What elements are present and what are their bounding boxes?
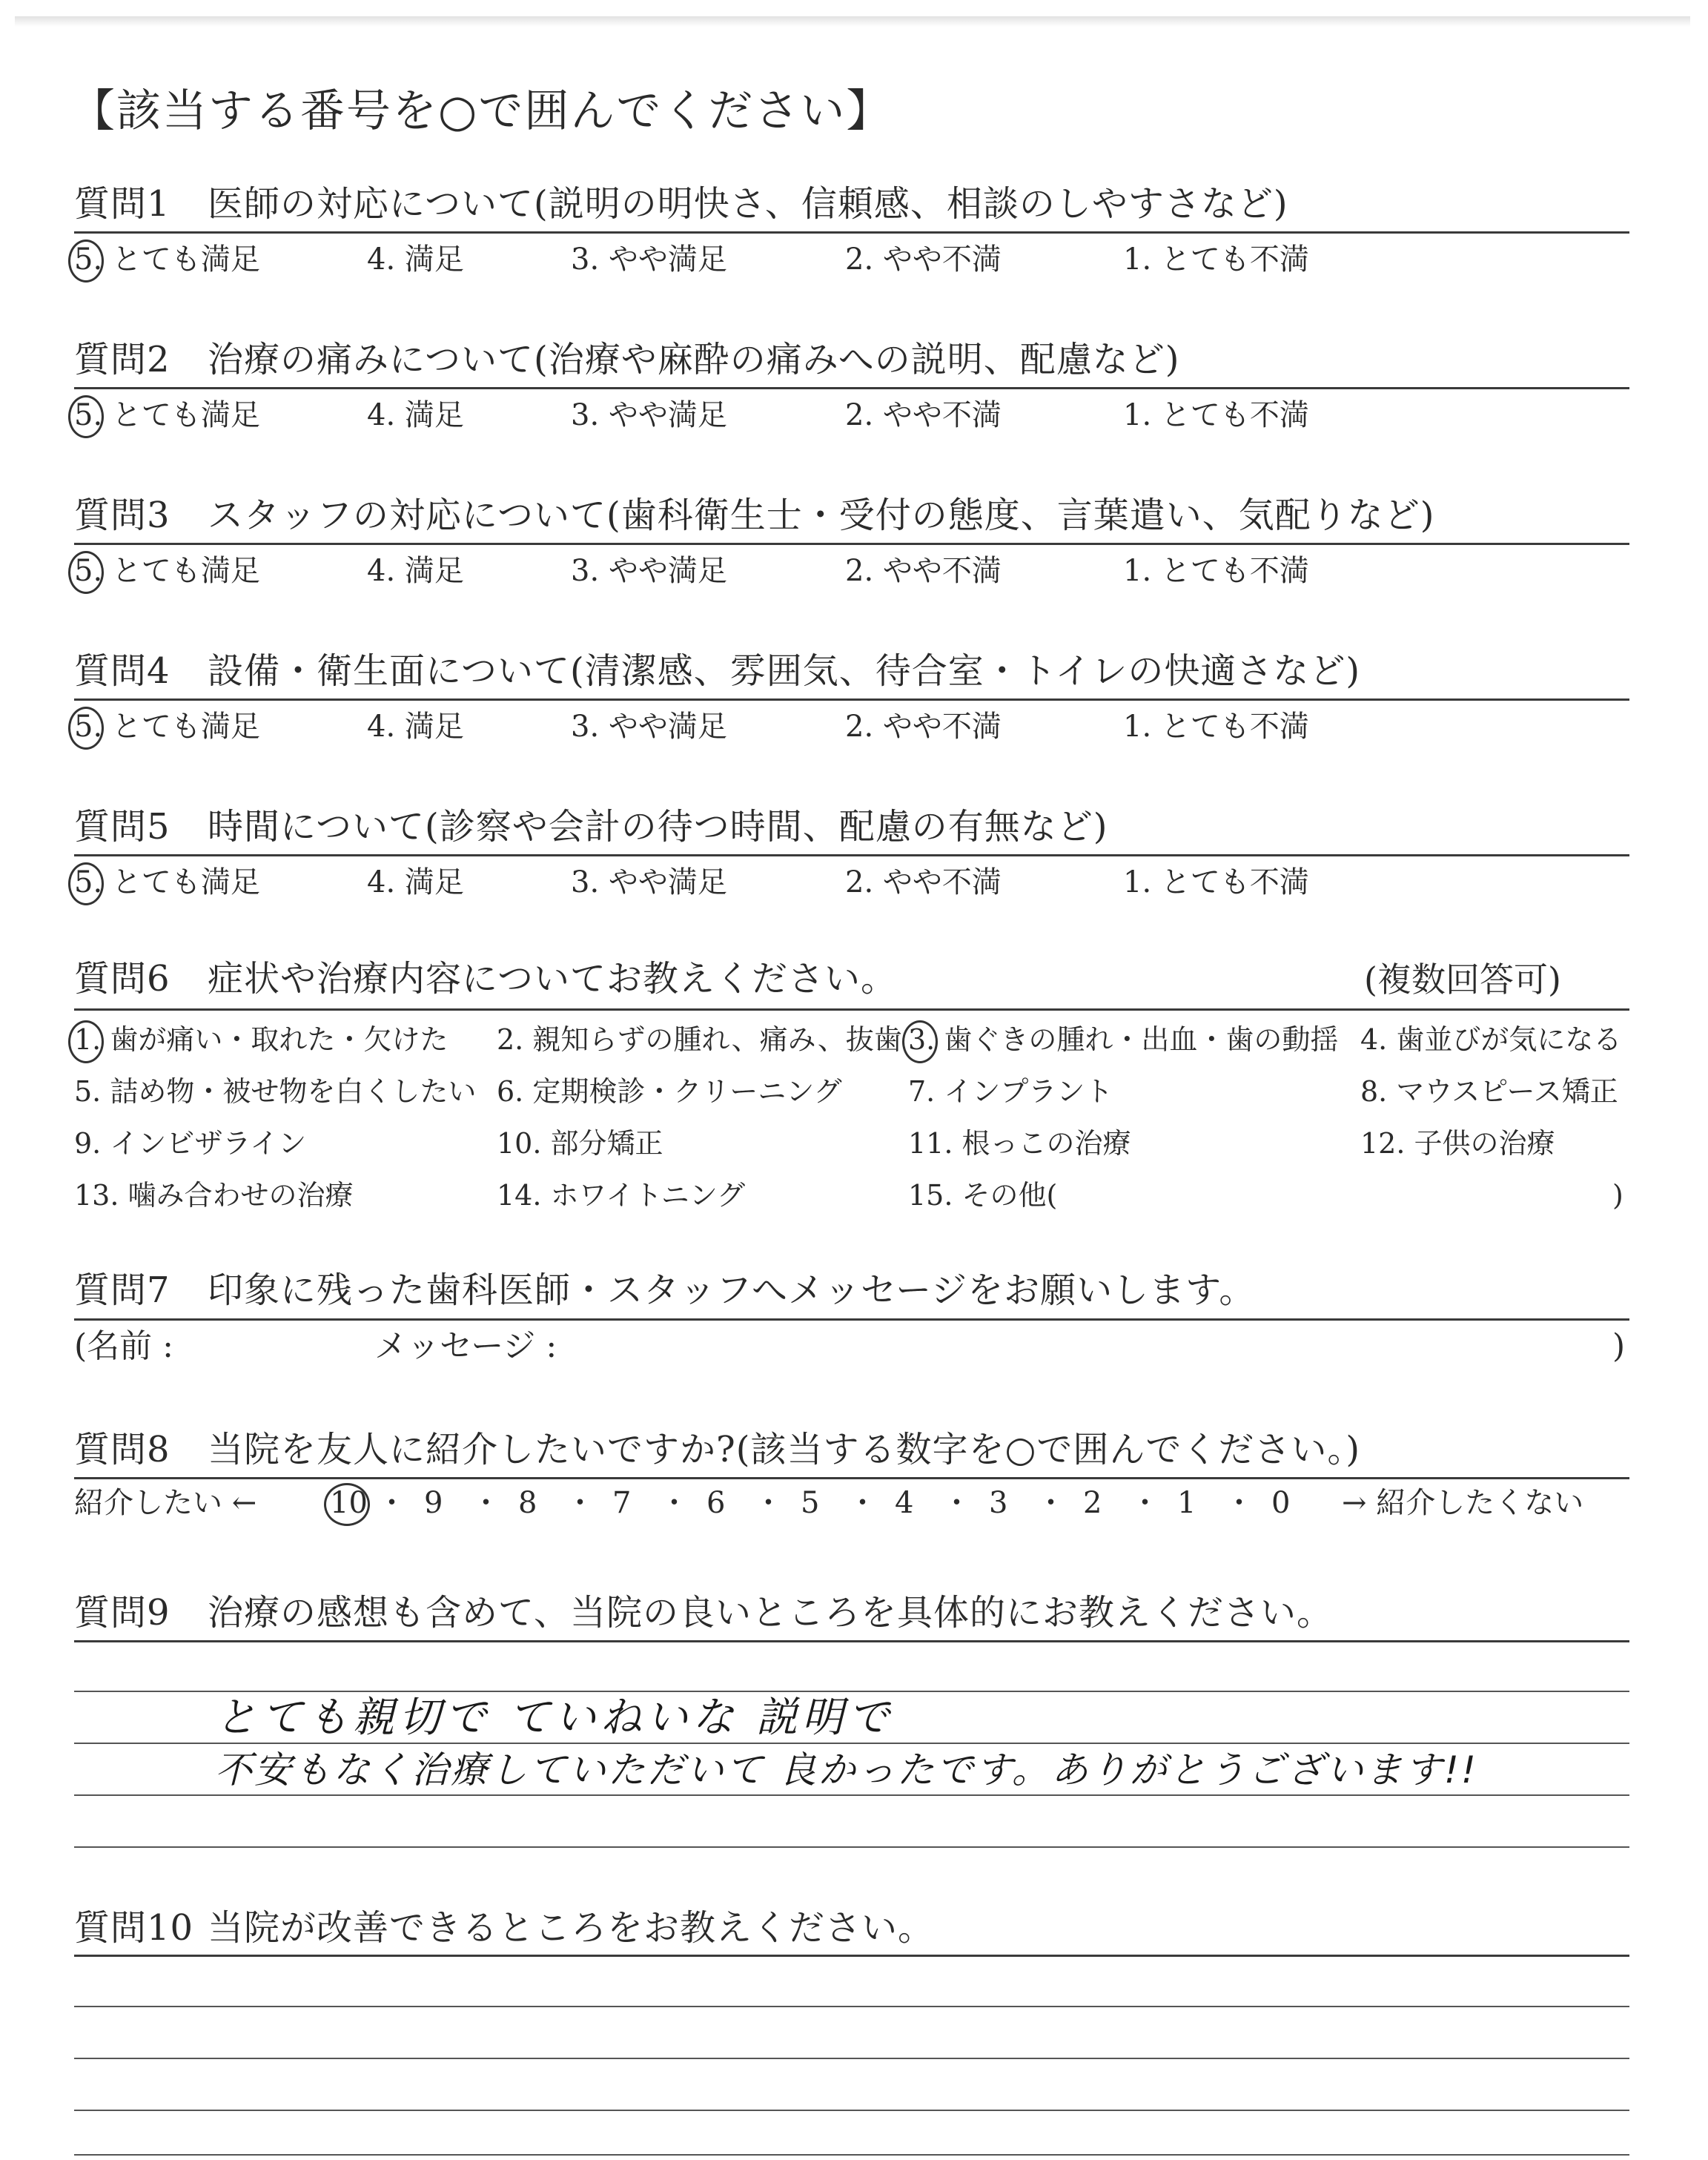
q6-option[interactable]: 5. 詰め物・被せ物を白くしたい (74, 1075, 477, 1108)
q6-option[interactable]: 3. 歯ぐきの腫れ・出血・歯の動揺 (908, 1023, 1339, 1056)
rating-option[interactable]: 3. やや満足 (571, 865, 727, 899)
question-text: 当院が改善できるところをお教えください。 (208, 1907, 935, 1949)
selected-answer-circle (68, 707, 104, 750)
question-3-rule (74, 543, 1629, 545)
selected-answer-circle (324, 1483, 370, 1526)
answer-line (74, 2154, 1629, 2156)
not-recommend-label: → 紹介したくない (1342, 1486, 1584, 1520)
question-text: 医師の対応について(説明の明快さ、信頼感、相談のしやすさなど) (208, 183, 1288, 225)
q6-option[interactable]: 11. 根っこの治療 (908, 1127, 1131, 1160)
q6-option[interactable]: 2. 親知らずの腫れ、痛み、抜歯 (497, 1023, 902, 1056)
question-8-heading (74, 1427, 1360, 1472)
question-text: 治療の痛みについて(治療や麻酔の痛みへの説明、配慮など) (208, 339, 1180, 380)
message-close-paren: ) (1612, 1327, 1626, 1365)
question-7-heading (74, 1268, 1255, 1312)
scale-number[interactable]: 8 (518, 1486, 537, 1520)
q6-option[interactable]: 13. 噛み合わせの治療 (74, 1179, 354, 1212)
rating-option[interactable]: 4. 満足 (367, 865, 464, 899)
question-text: 当院を友人に紹介したいですか?(該当する数字を○で囲んでください。) (208, 1429, 1361, 1470)
selected-answer-circle (68, 395, 104, 438)
recommend-label: 紹介したい ← (74, 1486, 257, 1520)
selected-answer-circle (68, 240, 104, 283)
question-5-rule (74, 854, 1629, 856)
question-1-rule (74, 231, 1629, 234)
question-9-rule (74, 1640, 1629, 1642)
q6-option[interactable]: 12. 子供の治療 (1360, 1127, 1555, 1160)
question-10-heading (74, 1906, 934, 1950)
question-number: 質問2 (74, 339, 171, 380)
selected-answer-circle (68, 551, 104, 594)
scan-edge (15, 16, 1690, 27)
rating-option[interactable]: 1. とても不満 (1123, 242, 1309, 277)
answer-line (74, 2006, 1629, 2007)
question-number: 質問5 (74, 806, 171, 848)
question-9-heading (74, 1591, 1333, 1635)
question-text: スタッフの対応について(歯科衛生士・受付の態度、言葉遣い、気配りなど) (208, 495, 1435, 536)
question-number: 質問9 (74, 1592, 171, 1634)
question-number: 質問10 (74, 1907, 194, 1949)
rating-option[interactable]: 2. やや不満 (845, 865, 1002, 899)
selected-answer-circle (68, 862, 104, 905)
scale-separator: ・ (471, 1486, 501, 1520)
rating-option[interactable]: 5. とても満足 (74, 554, 260, 588)
scale-separator: ・ (753, 1486, 784, 1520)
scale-number[interactable]: 5 (801, 1486, 820, 1520)
question-4-heading (74, 649, 1360, 693)
rating-option[interactable]: 1. とても不満 (1123, 710, 1309, 744)
message-label: メッセージ : (374, 1327, 557, 1365)
q6-option[interactable]: 4. 歯並びが気になる (1360, 1023, 1622, 1056)
question-2-rule (74, 387, 1629, 389)
rating-option[interactable]: 2. やや不満 (845, 554, 1002, 588)
q6-option[interactable]: 14. ホワイトニング (497, 1179, 746, 1212)
multi-answer-note: (複数回答可) (1364, 960, 1561, 1000)
scale-number[interactable]: 4 (895, 1486, 914, 1520)
q6-option[interactable]: 7. インプラント (908, 1075, 1113, 1108)
handwritten-answer-line-1: とても親切で ていねいな 説明で (215, 1694, 894, 1742)
q6-option[interactable]: 1. 歯が痛い・取れた・欠けた (74, 1023, 448, 1056)
scale-number[interactable]: 0 (1271, 1486, 1291, 1520)
rating-option[interactable]: 2. やや不満 (845, 242, 1002, 277)
q6-option[interactable]: 8. マウスピース矯正 (1360, 1075, 1618, 1108)
question-5-heading (74, 805, 1108, 849)
scale-number[interactable]: 1 (1177, 1486, 1196, 1520)
rating-option[interactable]: 4. 満足 (367, 710, 464, 744)
question-3-heading (74, 493, 1435, 538)
scale-separator: ・ (659, 1486, 689, 1520)
rating-option[interactable]: 2. やや不満 (845, 398, 1002, 432)
selected-answer-circle (902, 1020, 938, 1063)
other-close-paren: ) (1612, 1179, 1623, 1212)
scale-number[interactable]: 6 (706, 1486, 726, 1520)
q6-option[interactable]: 10. 部分矯正 (497, 1127, 663, 1160)
rating-option[interactable]: 3. やや満足 (571, 554, 727, 588)
rating-option[interactable]: 5. とても満足 (74, 398, 260, 432)
scale-separator: ・ (377, 1486, 407, 1520)
question-text: 治療の感想も含めて、当院の良いところを具体的にお教えください。 (208, 1592, 1334, 1634)
rating-option[interactable]: 4. 満足 (367, 554, 464, 588)
scale-number[interactable]: 7 (612, 1486, 632, 1520)
q6-option[interactable]: 15. その他( (908, 1179, 1058, 1212)
question-2-heading (74, 337, 1180, 382)
question-number: 質問1 (74, 183, 171, 225)
q6-option[interactable]: 6. 定期検診・クリーニング (497, 1075, 842, 1108)
question-text: 時間について(診察や会計の待つ時間、配慮の有無など) (208, 806, 1108, 848)
question-4-rule (74, 698, 1629, 701)
rating-option[interactable]: 3. やや満足 (571, 710, 727, 744)
question-text: 症状や治療内容についてお教えください。 (208, 958, 898, 1000)
rating-option[interactable]: 5. とても満足 (74, 710, 260, 744)
question-10-rule (74, 1955, 1629, 1957)
scale-separator: ・ (1224, 1486, 1254, 1520)
scale-number[interactable]: 2 (1083, 1486, 1102, 1520)
question-number: 質問3 (74, 495, 171, 536)
question-number: 質問7 (74, 1269, 171, 1311)
scale-number[interactable]: 10 (330, 1486, 368, 1520)
question-8-rule (74, 1477, 1629, 1479)
question-number: 質問8 (74, 1429, 171, 1470)
scale-separator: ・ (941, 1486, 972, 1520)
question-number: 質問4 (74, 650, 171, 692)
rating-option[interactable]: 3. やや満足 (571, 398, 727, 432)
rating-option[interactable]: 5. とても満足 (74, 865, 260, 899)
question-1-heading (74, 182, 1288, 226)
name-label: (名前 : (74, 1327, 173, 1365)
rating-option[interactable]: 3. やや満足 (571, 242, 727, 277)
rating-option[interactable]: 2. やや不満 (845, 710, 1002, 744)
question-text: 印象に残った歯科医師・スタッフへメッセージをお願いします。 (208, 1269, 1256, 1311)
answer-line (74, 2110, 1629, 2111)
question-6-heading (74, 957, 897, 1001)
rating-option[interactable]: 5. とても満足 (74, 242, 260, 277)
question-6-rule (74, 1008, 1629, 1011)
scale-separator: ・ (1036, 1486, 1066, 1520)
selected-answer-circle (68, 1020, 104, 1063)
answer-line (74, 1846, 1629, 1848)
q6-option[interactable]: 9. インビザライン (74, 1127, 307, 1160)
question-number: 質問6 (74, 958, 171, 1000)
question-text: 設備・衛生面について(清潔感、雰囲気、待合室・トイレの快適さなど) (208, 650, 1361, 692)
rating-option[interactable]: 1. とても不満 (1123, 398, 1309, 432)
scale-number[interactable]: 9 (424, 1486, 443, 1520)
rating-option[interactable]: 1. とても不満 (1123, 865, 1309, 899)
form-title: 【該当する番号を○で囲んでください】 (70, 85, 893, 137)
scale-separator: ・ (847, 1486, 878, 1520)
scale-separator: ・ (565, 1486, 595, 1520)
rating-option[interactable]: 4. 満足 (367, 242, 464, 277)
handwritten-answer-line-2: 不安もなく治療していただいて 良かったです。ありがとうございます!! (215, 1748, 1478, 1791)
question-7-rule (74, 1318, 1629, 1321)
scale-number[interactable]: 3 (989, 1486, 1008, 1520)
scale-separator: ・ (1130, 1486, 1160, 1520)
rating-option[interactable]: 4. 満足 (367, 398, 464, 432)
rating-option[interactable]: 1. とても不満 (1123, 554, 1309, 588)
answer-line (74, 2058, 1629, 2059)
